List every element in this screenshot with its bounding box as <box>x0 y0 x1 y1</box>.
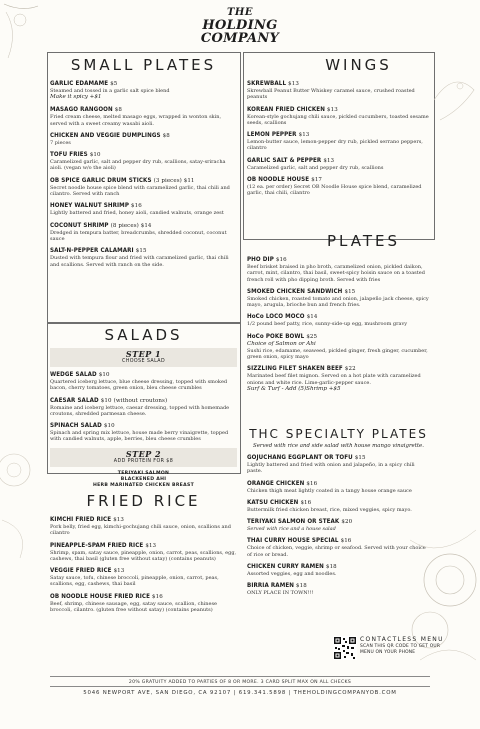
menu-item-description: Chicken thigh meat lightly coated in a tangy house orange sauce <box>247 487 412 494</box>
menu-item-price: $13 <box>145 542 157 549</box>
menu-item-name: MASAGO RANGOON <box>50 106 113 114</box>
menu-item-name: CAESAR SALAD <box>50 396 99 404</box>
wings-title: WINGS <box>325 56 392 74</box>
salads-list <box>50 371 237 443</box>
menu-item-name: KIMCHI FRIED RICE <box>50 516 112 523</box>
menu-item <box>247 157 430 171</box>
menu-item-name: SALT-N-PEPPER CALAMARI <box>50 247 134 255</box>
contactless-desc: SCAN THIS QR CODE TO GET OUR MENU ON YOUR PHONE <box>360 644 441 655</box>
menu-item-price: $16 <box>275 257 287 263</box>
small-plates-list <box>50 80 237 268</box>
menu-item-price: $16 <box>131 203 142 210</box>
menu-item-description: Skrewball Peanut Butter Whiskey caramel sauce, crushed roasted peanuts <box>247 88 415 101</box>
menu-item <box>247 313 430 327</box>
menu-item-description: Choice of chicken, veggie, shrimp or seafood. Served with your choice of rice or bread. <box>247 545 426 558</box>
menu-item-description: Beef brisket braised in pho broth, caramelized onion, pickled daikon, carrot, mint, cilantro, thai basil, sweet-spicy hoisin sauce on a toasted french roll with pho dipping broth. Served with fries <box>247 264 425 283</box>
logo-line-1: THE <box>226 7 253 18</box>
menu-item-price: $10 <box>100 397 112 404</box>
thc-title: THC SPECIALTY PLATES <box>249 427 428 441</box>
menu-item-description: Fried cream cheese, melted masago eggs, wrapped in wonton skin, served with a sweet creamy wasabi aioli. <box>50 114 222 127</box>
menu-item-price: $13 <box>113 568 125 575</box>
menu-item-name: KATSU CHICKEN <box>247 498 299 506</box>
wings-section <box>247 56 430 202</box>
protein-option: BLACKENED AHI <box>120 476 167 482</box>
logo-line-3: COMPANY <box>200 31 280 46</box>
menu-item-price: $8 <box>162 132 170 139</box>
menu-item <box>247 131 430 152</box>
menu-item-description: Sushi rice, edamame, seaweed, pickled ginger, fresh ginger, cucumber, green onion, spicy mayo <box>247 347 428 361</box>
thc-subtitle: Served with rice and side salad with house mango vinaigrette. <box>253 443 424 449</box>
menu-item-name-row <box>50 106 237 114</box>
menu-item-name: CHICKEN CURRY RAMEN <box>247 563 324 571</box>
menu-item-name-row <box>50 177 237 185</box>
menu-item-name-row <box>247 131 430 139</box>
menu-item-name: COCONUT SHRIMP <box>50 221 109 229</box>
menu-item-price: $15 <box>344 288 356 295</box>
menu-item-name-row <box>50 151 237 159</box>
plates-section <box>247 232 430 398</box>
contact-address: 5046 NEWPORT AVE, SAN DIEGO, CA 92107 | 619.341.5898 | THEHOLDINGCOMPANYOB.COM <box>83 690 397 696</box>
menu-item-name-row <box>247 313 430 321</box>
footer-divider-bottom <box>50 686 430 687</box>
step-2-title: STEP 2 <box>125 448 162 459</box>
menu-item <box>50 422 237 443</box>
menu-item-price: $13 <box>113 517 125 523</box>
menu-item-price: (8 pieces) $14 <box>110 222 152 229</box>
menu-item <box>50 132 237 146</box>
menu-item-description: Smoked chicken, roasted tomato and onion, jalapeño jack cheese, spicy mayo, arugula, brioche bun and french fries. <box>247 295 429 309</box>
menu-item-price: $13 <box>288 81 299 87</box>
menu-item-description: Dredged in tempura batter, breadcrumbs, shredded coconut, coconut sauce <box>50 229 227 242</box>
menu-item-description: Buttermilk fried chicken breast, rice, mixed veggies, spicy mayo. <box>247 506 412 513</box>
menu-item-name-row <box>50 542 237 550</box>
logo-line-2: HOLDING <box>202 18 278 33</box>
menu-item-description: Assorted veggies, egg and noodles. <box>247 571 337 578</box>
fried-rice-title: FRIED RICE <box>86 492 201 510</box>
menu-item-name-row <box>247 106 430 114</box>
menu-item-name: SPINACH SALAD <box>50 422 102 430</box>
menu-item <box>247 454 430 475</box>
menu-item-name-row <box>50 222 237 230</box>
menu-item-name-row <box>50 80 237 88</box>
menu-item-name: OB NOODLE HOUSE <box>247 176 310 184</box>
menu-item-description: ONLY PLACE IN TOWN!!! <box>247 590 314 597</box>
menu-item <box>50 151 237 172</box>
menu-item-name: PINEAPPLE-SPAM FRIED RICE <box>50 541 144 549</box>
proteins-list <box>50 471 237 490</box>
menu-item <box>50 567 237 588</box>
menu-item-name: BIRRIA RAMEN <box>247 582 294 590</box>
menu-item-price: $13 <box>327 106 338 113</box>
gear-ornament-left-icon <box>0 430 46 560</box>
menu-item-price: $10 <box>98 372 110 378</box>
menu-item-price: $13 <box>323 157 335 164</box>
menu-item-note: (without croutons) <box>113 397 168 404</box>
menu-item-description: 1/2 pound beef patty, rice, sunny-side-up egg, mushroom gravy <box>247 321 408 328</box>
plates-list <box>247 256 430 393</box>
contactless-menu <box>360 636 450 655</box>
menu-item-description: Romaine and iceberg lettuce, caesar dressing, topped with homemade croutons, shredded parmesan cheese. <box>50 404 230 417</box>
menu-item-price: $18 <box>325 564 337 571</box>
menu-item-name-row <box>50 202 237 210</box>
fried-rice-list <box>50 516 237 613</box>
menu-item-price: $18 <box>296 583 307 590</box>
qr-code-icon[interactable] <box>333 636 357 660</box>
menu-item <box>247 288 430 309</box>
menu-item-description: (12 ea. per order) Secret OB Noodle House spice blend, caramelized garlic, thai chili, cilantro <box>247 184 422 197</box>
menu-item-description: Caramelized garlic, salt and pepper dry rub, scallions <box>247 164 384 171</box>
menu-item <box>50 371 237 392</box>
menu-item-name-row <box>247 333 430 341</box>
salad-step-1 <box>50 348 237 367</box>
salad-step-2 <box>50 448 237 467</box>
menu-item-price: $15 <box>354 455 366 461</box>
menu-item-description: Lemon-butter sauce, lemon-pepper dry rub, pickled serrano peppers, cilantro <box>247 139 423 152</box>
menu-item-name-row <box>247 80 430 88</box>
menu-item-description: Lightly battered and fried, honey aioli, candied walnuts, orange zest <box>50 210 224 217</box>
menu-item-name: ORANGE CHICKEN <box>247 479 305 487</box>
menu-item-name: CHICKEN AND VEGGIE DUMPLINGS <box>50 131 161 139</box>
menu-item-description: Marinated beef filet mignon. Served on a hot plate with caramelized onions and white rice. Lime-garlic-pepper sauce. <box>247 373 421 386</box>
menu-item <box>50 106 237 127</box>
menu-item-name-row <box>247 365 430 373</box>
corner-ornament-icon <box>2 2 42 62</box>
menu-item-price: $10 <box>103 423 115 430</box>
menu-item-name: GARLIC SALT & PEPPER <box>247 156 322 164</box>
menu-item-name-row <box>50 371 237 379</box>
step-1-title: STEP 1 <box>125 349 162 359</box>
menu-item <box>247 80 430 101</box>
menu-item-name-row <box>247 480 430 488</box>
menu-item-extra: Surf & Turf - Add (5)Shrimp +$5 <box>247 385 341 392</box>
menu-item-price: $16 <box>340 538 352 545</box>
menu-item-name: OB SPICE GARLIC DRUM STICKS <box>50 176 152 184</box>
menu-item-price: $14 <box>306 314 318 321</box>
menu-item-description: Pork belly, fried egg, kimchi-gochujang chili sauce, onion, scallions and cilantro <box>50 524 231 537</box>
plates-title: PLATES <box>326 232 400 250</box>
menu-item <box>247 256 430 283</box>
menu-item-name: SMOKED CHICKEN SANDWICH <box>247 287 343 295</box>
menu-item-price: $16 <box>306 480 318 487</box>
menu-item-price: $22 <box>344 366 356 373</box>
footer-divider-top <box>50 676 430 677</box>
menu-item-description: Secret noodle house spice blend with caramelized garlic, thai chili and cilantro. Served with ranch <box>50 184 230 198</box>
menu-item-name: GARLIC EDAMAME <box>50 80 109 87</box>
menu-item-description: Lightly battered and fried with onion and jalapeño, in a spicy chili paste. <box>247 462 415 475</box>
menu-item <box>50 542 237 563</box>
menu-item-name-row <box>50 593 237 601</box>
menu-item-description: Served with rice and a house salad <box>247 526 336 533</box>
menu-item <box>247 499 430 513</box>
bird-ornament-icon <box>430 60 478 150</box>
menu-item-price: $25 <box>306 333 318 340</box>
menu-item-name-row <box>247 454 430 462</box>
menu-item-name: PHO DIP <box>247 256 274 263</box>
menu-item-price: $16 <box>300 499 312 506</box>
menu-item <box>50 247 237 268</box>
menu-item <box>247 106 430 127</box>
menu-item-description: 7 pieces <box>50 139 71 146</box>
menu-item <box>247 333 430 361</box>
menu-item-name-row <box>247 256 430 264</box>
step-1-subtitle: CHOOSE SALAD <box>121 359 166 364</box>
salads-section <box>50 326 237 489</box>
menu-item-description: Quartered iceberg lettuce, blue cheese dressing, topped with smoked bacon, cherry tomatoes, green onion, bleu cheese crumbles <box>50 379 228 392</box>
menu-item <box>247 480 430 494</box>
menu-item-price: (3 pieces) $11 <box>153 177 195 184</box>
menu-item-price: $5 <box>110 81 118 87</box>
menu-item-name: TOFU FRIES <box>50 151 88 159</box>
menu-item-name: HONEY WALNUT SHRIMP <box>50 202 129 210</box>
menu-item <box>50 516 237 537</box>
menu-item <box>247 365 430 393</box>
menu-item-name: KOREAN FRIED CHICKEN <box>247 105 325 113</box>
menu-item-description: Caramelized garlic, salt and pepper dry rub, scallions, satay-sriracha aioli. (vegan w/o the aioli) <box>50 159 226 172</box>
menu-item-description: Satay sauce, tofu, chinese broccoli, pineapple, onion, carrot, peas, scallions, egg, cashews, thai basil <box>50 575 219 588</box>
menu-item-name-row <box>50 132 237 140</box>
menu-item-name-row <box>247 288 430 296</box>
salads-title: SALADS <box>104 326 183 344</box>
menu-item-price: $8 <box>114 107 122 114</box>
menu-item-extra: Make it spicy +$1 <box>50 94 102 101</box>
menu-item-name-row <box>50 247 237 255</box>
menu-item-price: $20 <box>341 519 353 526</box>
menu-item-price: $10 <box>89 152 101 159</box>
menu-item-name: THAI CURRY HOUSE SPECIAL <box>247 537 339 545</box>
menu-item-name: LEMON PEPPER <box>247 131 297 139</box>
menu-item-name-row <box>247 499 430 507</box>
menu-item-price: $15 <box>135 248 147 255</box>
menu-item-description: Spinach and spring mix lettuce, house made berry vinaigrette, topped with candied walnuts, apple, berries, bleu cheese crumbles <box>50 430 229 443</box>
menu-item-description: Shrimp, spam, satay sauce, pineapple, onion, carrot, peas, scallions, egg, cashews, thai basil (gluten free without satay) (contains peanuts) <box>50 549 237 562</box>
menu-item-name: SIZZLING FILET SHAKEN BEEF <box>247 365 343 373</box>
menu-item-name-row <box>50 516 237 524</box>
menu-item-price: $16 <box>152 593 163 600</box>
menu-item-description: Beef, shrimp, chinese sausage, egg, satay sauce, scallion, chinese broccoli, cilantro. (gluten free without satay) (contains peanuts) <box>50 600 217 614</box>
menu-item-name: HoCo POKE BOWL <box>247 332 305 340</box>
wings-list <box>247 80 430 197</box>
small-plates-section <box>50 56 237 273</box>
menu-item-description: Korean-style gochujang chili sauce, pickled cucumbers, toasted sesame seeds, scallions <box>247 113 429 126</box>
menu-item-name-row <box>247 176 430 184</box>
step-2-subtitle: ADD PROTEIN FOR $8 <box>113 458 174 464</box>
menu-item <box>50 222 237 243</box>
menu-item <box>50 80 237 101</box>
menu-item-name-row <box>50 567 237 575</box>
menu-item-name: TERIYAKI SALMON OR STEAK <box>247 518 340 526</box>
small-plates-title: SMALL PLATES <box>70 56 217 74</box>
menu-item-name: WEDGE SALAD <box>50 371 97 378</box>
menu-item <box>247 176 430 197</box>
menu-item-name-row <box>50 397 237 405</box>
menu-item-name: OB NOODLE HOUSE FRIED RICE <box>50 592 150 600</box>
menu-item-name-row <box>247 157 430 165</box>
protein-option: HERB MARINATED CHICKEN BREAST <box>92 483 195 489</box>
menu-item-name: VEGGIE FRIED RICE <box>50 567 112 575</box>
fried-rice-section <box>50 492 237 618</box>
gratuity-note: 20% GRATUITY ADDED TO PARTIES OF 8 OR MORE. 3 CARD SPLIT MAX ON ALL CHECKS <box>128 680 352 685</box>
menu-item-name-row <box>50 422 237 430</box>
menu-item-description: Dusted with tempura flour and fried with caramelized garlic, thai chili and scallions. Served with ranch on the side. <box>50 255 229 268</box>
menu-item <box>50 177 237 198</box>
menu-item <box>50 202 237 216</box>
menu-item-name: SKREWBALL <box>247 80 287 87</box>
contactless-title: CONTACTLESS MENU <box>360 636 444 643</box>
menu-item-description: Steamed and tossed in a garlic salt spice blend <box>50 88 170 94</box>
menu-item-name: HoCo LOCO MOCO <box>247 313 305 321</box>
menu-item-name: GOJUCHANG EGGPLANT OR TOFU <box>247 454 353 461</box>
logo <box>190 6 290 48</box>
protein-option: TERIYAKI SALMON <box>117 470 170 476</box>
menu-item-price: $17 <box>311 177 323 184</box>
menu-item-price: $13 <box>298 132 310 139</box>
menu-item-choice: Choice of Salmon or Ahi <box>247 340 316 347</box>
menu-item <box>50 397 237 418</box>
menu-item <box>50 593 237 614</box>
